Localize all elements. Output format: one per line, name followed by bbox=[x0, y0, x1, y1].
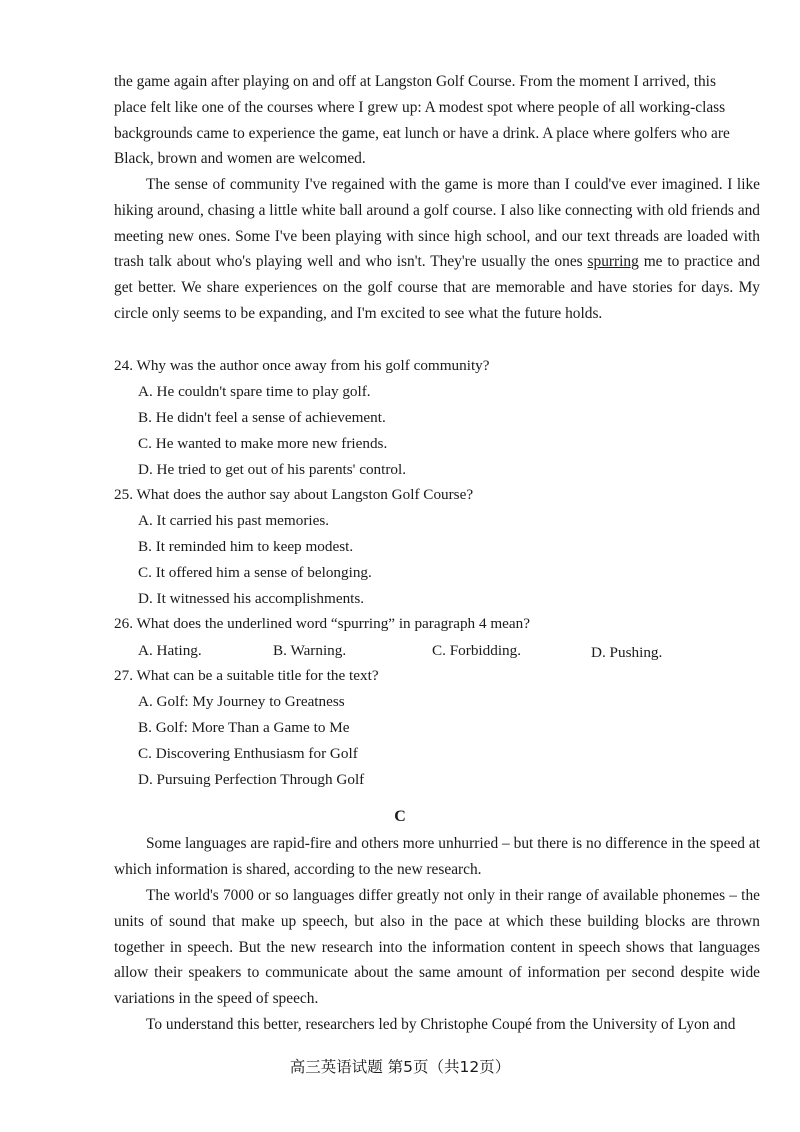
question-24-option-b: B. He didn't feel a sense of achievement. bbox=[138, 409, 386, 426]
question-27-option-d: D. Pursuing Perfection Through Golf bbox=[138, 771, 365, 788]
paragraph-text: me to practice and get better. We share experiences on the golf course that are memorable and have stories for days. My circle only seems to be expanding, and I'm excited to see what the future holds. bbox=[114, 253, 760, 322]
question-24-option-a: A. He couldn't spare time to play golf. bbox=[138, 383, 371, 400]
paragraph-line: backgrounds came to experience the game, eat lunch or have a drink. A place where golfers who are bbox=[114, 124, 730, 142]
question-25-option-d: D. It witnessed his accomplishments. bbox=[138, 590, 365, 607]
question-27-option-a: A. Golf: My Journey to Greatness bbox=[138, 693, 345, 710]
underlined-word: spurring bbox=[587, 253, 639, 271]
question-26-stem: 26. What does the underlined word “spurring” in paragraph 4 mean? bbox=[114, 615, 530, 632]
question-24-stem: 24. Why was the author once away from his golf community? bbox=[114, 357, 490, 374]
question-27-stem: 27. What can be a suitable title for the text? bbox=[114, 667, 379, 684]
question-25-option-b: B. It reminded him to keep modest. bbox=[138, 538, 354, 555]
question-25-option-a: A. It carried his past memories. bbox=[138, 512, 330, 529]
question-25-stem: 25. What does the author say about Langston Golf Course? bbox=[114, 486, 474, 503]
question-26-option-d: D. Pushing. bbox=[591, 644, 663, 661]
paragraph-line: Black, brown and women are welcomed. bbox=[114, 150, 366, 168]
question-25-option-c: C. It offered him a sense of belonging. bbox=[138, 564, 372, 581]
paragraph-line: the game again after playing on and off at Langston Golf Course. From the moment I arrived, this bbox=[114, 73, 716, 90]
question-26-option-a: A. Hating. bbox=[138, 642, 202, 659]
question-27-option-b: B. Golf: More Than a Game to Me bbox=[138, 719, 350, 736]
passage-c-paragraph-2: The world's 7000 or so languages differ greatly not only in their range of available phonemes – the units of sound that make up speech, but also in the pace at which these building blocks are thrown together in speech. But the new research into the information content in speech shows that languages allow their speakers to communicate about the same amount of information per second despite wide variations in the speed of speech. bbox=[114, 887, 760, 1008]
question-26-option-b: B. Warning. bbox=[273, 642, 347, 659]
question-24-option-c: C. He wanted to make more new friends. bbox=[138, 435, 388, 452]
passage-b-paragraph-4 bbox=[114, 172, 760, 327]
question-26-option-c: C. Forbidding. bbox=[432, 642, 522, 659]
passage-b-paragraph-3 bbox=[114, 69, 760, 172]
question-24-option-d: D. He tried to get out of his parents' control. bbox=[138, 461, 407, 478]
passage-c-paragraph-3: To understand this better, researchers led by Christophe Coupé from the University of Lyon and bbox=[146, 1016, 736, 1033]
paragraph-text: The sense of community I've regained with the game is more than I could've ever imagined. I like hiking around, chasing a little white ball around a golf course. I also like connecting with old friends and meeting new ones. Some I've been playing with since high school, and our text threads are loaded with trash talk about who's playing well and who isn't. They're usually the ones bbox=[114, 176, 760, 271]
passage-c-paragraph-1: Some languages are rapid-fire and others more unhurried – but there is no difference in the speed at which information is shared, according to the new research. bbox=[114, 835, 760, 878]
page-footer: 高三英语试题 第5页（共12页） bbox=[289, 1058, 511, 1076]
section-heading-c: C bbox=[394, 808, 406, 825]
question-27-option-c: C. Discovering Enthusiasm for Golf bbox=[138, 745, 358, 762]
paragraph-line: place felt like one of the courses where I grew up: A modest spot where people of all working-class bbox=[114, 98, 726, 116]
